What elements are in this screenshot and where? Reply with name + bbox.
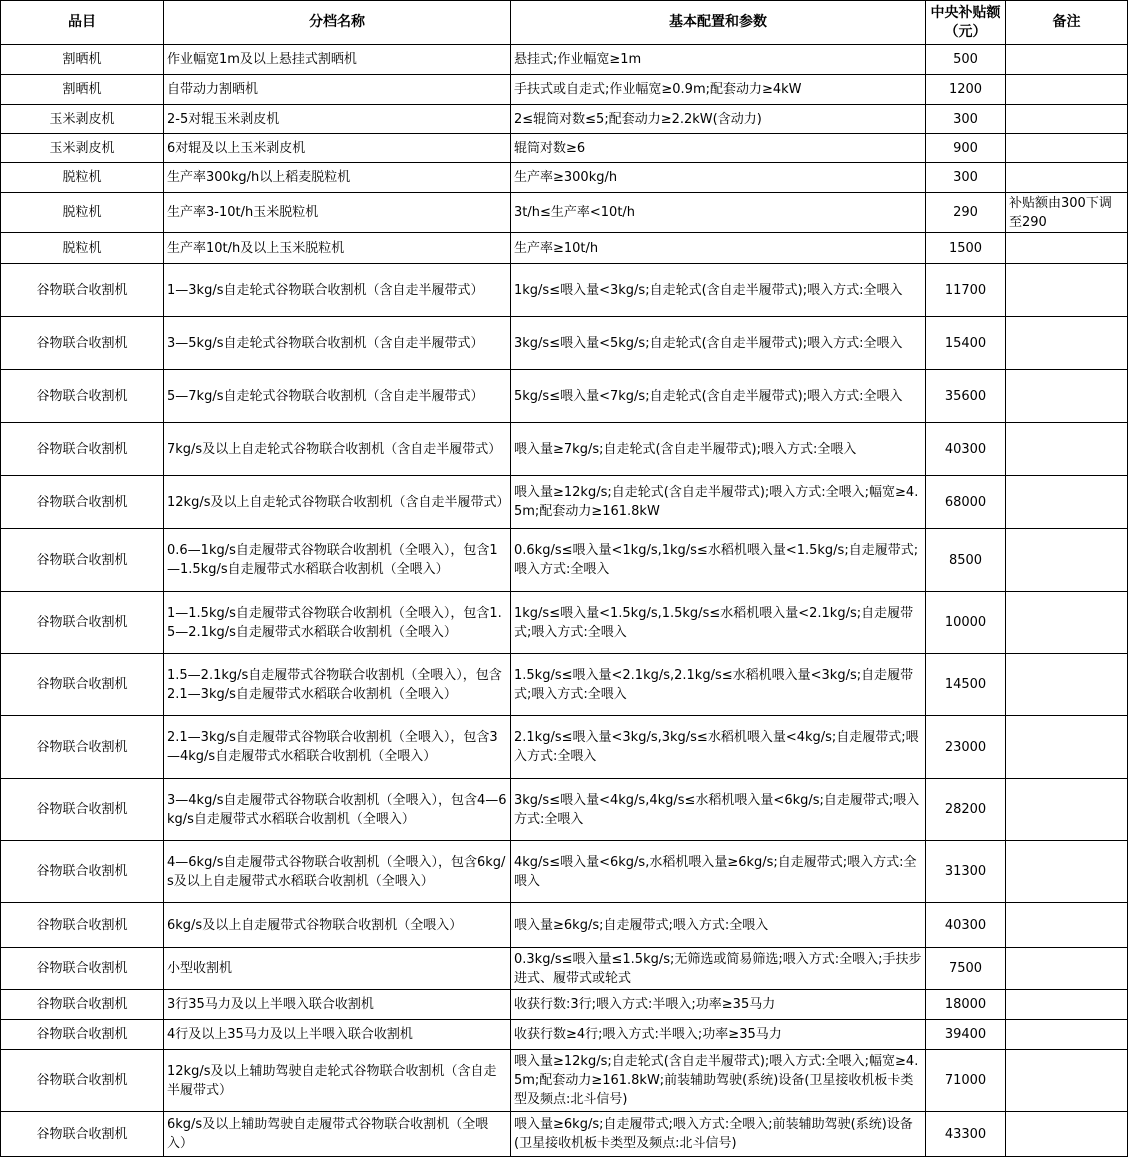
table-cell-config: 手扶式或自走式;作业幅宽≥0.9m;配套动力≥4kW: [511, 75, 926, 105]
table-cell-note: 补贴额由300下调至290: [1006, 193, 1128, 233]
table-cell-config: 5kg/s≤喂入量<7kg/s;自走轮式(含自走半履带式);喂入方式:全喂入: [511, 370, 926, 423]
table-cell-note: [1006, 370, 1128, 423]
table-cell-tier: 2.1—3kg/s自走履带式谷物联合收割机（全喂入），包含3—4kg/s自走履带式水稻联合收割机（全喂入）: [164, 716, 511, 779]
table-cell-subsidy: 14500: [926, 654, 1006, 716]
table-cell-item: 割晒机: [1, 45, 164, 75]
table-cell-item: 谷物联合收割机: [1, 1050, 164, 1112]
table-cell-subsidy: 900: [926, 134, 1006, 163]
table-cell-note: [1006, 990, 1128, 1020]
table-row: [1, 529, 1128, 592]
table-cell-note: [1006, 163, 1128, 193]
table-cell-config: 收获行数≥4行;喂入方式:半喂入;功率≥35马力: [511, 1020, 926, 1050]
table-cell-subsidy: 23000: [926, 716, 1006, 779]
table-cell-tier: 3—4kg/s自走履带式谷物联合收割机（全喂入），包含4—6kg/s自走履带式水稻联合收割机（全喂入）: [164, 779, 511, 841]
table-row: [1, 423, 1128, 476]
table-cell-subsidy: 18000: [926, 990, 1006, 1020]
table-cell-tier: 2-5对辊玉米剥皮机: [164, 105, 511, 134]
table-cell-config: 2≤辊筒对数≤5;配套动力≥2.2kW(含动力): [511, 105, 926, 134]
table-cell-subsidy: 68000: [926, 476, 1006, 529]
table-cell-subsidy: 500: [926, 45, 1006, 75]
table-cell-note: [1006, 317, 1128, 370]
table-cell-item: 谷物联合收割机: [1, 654, 164, 716]
table-cell-item: 玉米剥皮机: [1, 105, 164, 134]
table-cell-note: [1006, 105, 1128, 134]
table-row: [1, 990, 1128, 1020]
table-cell-subsidy: 7500: [926, 948, 1006, 990]
table-cell-note: [1006, 841, 1128, 903]
table-row: [1, 75, 1128, 105]
table-row: [1, 45, 1128, 75]
table-cell-tier: 1.5—2.1kg/s自走履带式谷物联合收割机（全喂入），包含2.1—3kg/s自走履带式水稻联合收割机（全喂入）: [164, 654, 511, 716]
table-row: [1, 105, 1128, 134]
table-cell-subsidy: 31300: [926, 841, 1006, 903]
table-cell-tier: 0.6—1kg/s自走履带式谷物联合收割机（全喂入），包含1—1.5kg/s自走履带式水稻联合收割机（全喂入）: [164, 529, 511, 592]
table-cell-subsidy: 71000: [926, 1050, 1006, 1112]
table-cell-subsidy: 1500: [926, 233, 1006, 264]
table-cell-tier: 生产率300kg/h以上稻麦脱粒机: [164, 163, 511, 193]
table-cell-config: 0.3kg/s≤喂入量≤1.5kg/s;无筛选或简易筛选;喂入方式:全喂入;手扶步进式、履带式或轮式: [511, 948, 926, 990]
table-cell-item: 谷物联合收割机: [1, 903, 164, 948]
table-row: [1, 233, 1128, 264]
table-cell-item: 谷物联合收割机: [1, 476, 164, 529]
table-cell-item: 谷物联合收割机: [1, 264, 164, 317]
table-cell-subsidy: 43300: [926, 1112, 1006, 1157]
table-cell-subsidy: 8500: [926, 529, 1006, 592]
table-cell-tier: 6kg/s及以上自走履带式谷物联合收割机（全喂入）: [164, 903, 511, 948]
header-row: [1, 1, 1128, 45]
table-cell-tier: 4—6kg/s自走履带式谷物联合收割机（全喂入），包含6kg/s及以上自走履带式水稻联合收割机（全喂入）: [164, 841, 511, 903]
table-cell-subsidy: 10000: [926, 592, 1006, 654]
table-cell-note: [1006, 264, 1128, 317]
table-cell-subsidy: 35600: [926, 370, 1006, 423]
table-cell-tier: 作业幅宽1m及以上悬挂式割晒机: [164, 45, 511, 75]
table-cell-note: [1006, 423, 1128, 476]
table-cell-config: 生产率≥300kg/h: [511, 163, 926, 193]
table-cell-tier: 5—7kg/s自走轮式谷物联合收割机（含自走半履带式）: [164, 370, 511, 423]
table-row: [1, 903, 1128, 948]
table-cell-tier: 6kg/s及以上辅助驾驶自走履带式谷物联合收割机（全喂入）: [164, 1112, 511, 1157]
table-cell-note: [1006, 903, 1128, 948]
table-row: [1, 948, 1128, 990]
table-cell-config: 悬挂式;作业幅宽≥1m: [511, 45, 926, 75]
table-row: [1, 592, 1128, 654]
table-cell-item: 谷物联合收割机: [1, 779, 164, 841]
table-row: [1, 1050, 1128, 1112]
table-row: [1, 264, 1128, 317]
table-cell-tier: 4行及以上35马力及以上半喂入联合收割机: [164, 1020, 511, 1050]
table-row: [1, 654, 1128, 716]
table-cell-config: 3t/h≤生产率<10t/h: [511, 193, 926, 233]
table-cell-config: 2.1kg/s≤喂入量<3kg/s,3kg/s≤水稻机喂入量<4kg/s;自走履带式;喂入方式:全喂入: [511, 716, 926, 779]
table-cell-tier: 3—5kg/s自走轮式谷物联合收割机（含自走半履带式）: [164, 317, 511, 370]
table-cell-subsidy: 40300: [926, 903, 1006, 948]
header-item: 品目: [1, 1, 164, 45]
table-cell-tier: 12kg/s及以上辅助驾驶自走轮式谷物联合收割机（含自走半履带式）: [164, 1050, 511, 1112]
table-row: [1, 716, 1128, 779]
table-cell-config: 辊筒对数≥6: [511, 134, 926, 163]
table-cell-note: [1006, 476, 1128, 529]
table-cell-item: 谷物联合收割机: [1, 370, 164, 423]
table-cell-note: [1006, 75, 1128, 105]
table-cell-config: 生产率≥10t/h: [511, 233, 926, 264]
table-cell-config: 1.5kg/s≤喂入量<2.1kg/s,2.1kg/s≤水稻机喂入量<3kg/s;自走履带式;喂入方式:全喂入: [511, 654, 926, 716]
table-cell-note: [1006, 529, 1128, 592]
table-cell-item: 谷物联合收割机: [1, 529, 164, 592]
table-cell-note: [1006, 134, 1128, 163]
table-cell-config: 喂入量≥12kg/s;自走轮式(含自走半履带式);喂入方式:全喂入;幅宽≥4.5m;配套动力≥161.8kW: [511, 476, 926, 529]
table-cell-note: [1006, 1112, 1128, 1157]
header-tier: 分档名称: [164, 1, 511, 45]
table-cell-subsidy: 290: [926, 193, 1006, 233]
table-cell-subsidy: 300: [926, 105, 1006, 134]
table-cell-item: 谷物联合收割机: [1, 1112, 164, 1157]
table-cell-note: [1006, 45, 1128, 75]
table-cell-config: 3kg/s≤喂入量<4kg/s,4kg/s≤水稻机喂入量<6kg/s;自走履带式;喂入方式:全喂入: [511, 779, 926, 841]
table-cell-item: 玉米剥皮机: [1, 134, 164, 163]
table-row: [1, 317, 1128, 370]
table-row: [1, 1112, 1128, 1157]
table-cell-note: [1006, 1020, 1128, 1050]
table-cell-note: [1006, 233, 1128, 264]
header-subsidy: 中央补贴额（元）: [926, 1, 1006, 45]
table-row: [1, 134, 1128, 163]
table-cell-item: 脱粒机: [1, 233, 164, 264]
table-cell-config: 4kg/s≤喂入量<6kg/s,水稻机喂入量≥6kg/s;自走履带式;喂入方式:全喂入: [511, 841, 926, 903]
table-cell-item: 谷物联合收割机: [1, 716, 164, 779]
table-cell-tier: 自带动力割晒机: [164, 75, 511, 105]
table-cell-item: 谷物联合收割机: [1, 1020, 164, 1050]
table-cell-subsidy: 40300: [926, 423, 1006, 476]
table-cell-config: 1kg/s≤喂入量<3kg/s;自走轮式(含自走半履带式);喂入方式:全喂入: [511, 264, 926, 317]
table-body: [1, 45, 1128, 1157]
table-cell-config: 喂入量≥12kg/s;自走轮式(含自走半履带式);喂入方式:全喂入;幅宽≥4.5m;配套动力≥161.8kW;前装辅助驾驶(系统)设备(卫星接收机板卡类型及频点:北斗信号): [511, 1050, 926, 1112]
table-cell-item: 割晒机: [1, 75, 164, 105]
table-cell-tier: 1—1.5kg/s自走履带式谷物联合收割机（全喂入），包含1.5—2.1kg/s自走履带式水稻联合收割机（全喂入）: [164, 592, 511, 654]
table-cell-config: 收获行数:3行;喂入方式:半喂入;功率≥35马力: [511, 990, 926, 1020]
table-cell-note: [1006, 779, 1128, 841]
table-cell-tier: 3行35马力及以上半喂入联合收割机: [164, 990, 511, 1020]
table-cell-item: 脱粒机: [1, 163, 164, 193]
table-cell-tier: 生产率3-10t/h玉米脱粒机: [164, 193, 511, 233]
table-cell-tier: 6对辊及以上玉米剥皮机: [164, 134, 511, 163]
table-cell-config: 0.6kg/s≤喂入量<1kg/s,1kg/s≤水稻机喂入量<1.5kg/s;自走履带式;喂入方式:全喂入: [511, 529, 926, 592]
header-note: 备注: [1006, 1, 1128, 45]
table-cell-subsidy: 11700: [926, 264, 1006, 317]
table-cell-item: 谷物联合收割机: [1, 990, 164, 1020]
table-cell-tier: 生产率10t/h及以上玉米脱粒机: [164, 233, 511, 264]
table-cell-tier: 小型收割机: [164, 948, 511, 990]
table-row: [1, 370, 1128, 423]
table-cell-note: [1006, 1050, 1128, 1112]
table-row: [1, 841, 1128, 903]
table-cell-subsidy: 28200: [926, 779, 1006, 841]
table-cell-config: 喂入量≥7kg/s;自走轮式(含自走半履带式);喂入方式:全喂入: [511, 423, 926, 476]
table-cell-subsidy: 15400: [926, 317, 1006, 370]
table-cell-item: 谷物联合收割机: [1, 592, 164, 654]
table-row: [1, 1020, 1128, 1050]
table-cell-subsidy: 39400: [926, 1020, 1006, 1050]
table-row: [1, 193, 1128, 233]
header-config: 基本配置和参数: [511, 1, 926, 45]
table-cell-config: 喂入量≥6kg/s;自走履带式;喂入方式:全喂入: [511, 903, 926, 948]
table-cell-config: 3kg/s≤喂入量<5kg/s;自走轮式(含自走半履带式);喂入方式:全喂入: [511, 317, 926, 370]
table-cell-note: [1006, 948, 1128, 990]
table-cell-item: 谷物联合收割机: [1, 423, 164, 476]
table-cell-item: 脱粒机: [1, 193, 164, 233]
table-cell-tier: 7kg/s及以上自走轮式谷物联合收割机（含自走半履带式）: [164, 423, 511, 476]
table-row: [1, 163, 1128, 193]
table-cell-item: 谷物联合收割机: [1, 841, 164, 903]
table-row: [1, 476, 1128, 529]
table-cell-note: [1006, 716, 1128, 779]
table-cell-subsidy: 300: [926, 163, 1006, 193]
table-cell-tier: 1—3kg/s自走轮式谷物联合收割机（含自走半履带式）: [164, 264, 511, 317]
table-cell-item: 谷物联合收割机: [1, 948, 164, 990]
table-row: [1, 779, 1128, 841]
table-cell-config: 1kg/s≤喂入量<1.5kg/s,1.5kg/s≤水稻机喂入量<2.1kg/s;自走履带式;喂入方式:全喂入: [511, 592, 926, 654]
table-cell-config: 喂入量≥6kg/s;自走履带式;喂入方式:全喂入;前装辅助驾驶(系统)设备(卫星接收机板卡类型及频点:北斗信号): [511, 1112, 926, 1157]
table-cell-tier: 12kg/s及以上自走轮式谷物联合收割机（含自走半履带式）: [164, 476, 511, 529]
table-cell-note: [1006, 592, 1128, 654]
table-cell-subsidy: 1200: [926, 75, 1006, 105]
table-cell-note: [1006, 654, 1128, 716]
table-cell-item: 谷物联合收割机: [1, 317, 164, 370]
